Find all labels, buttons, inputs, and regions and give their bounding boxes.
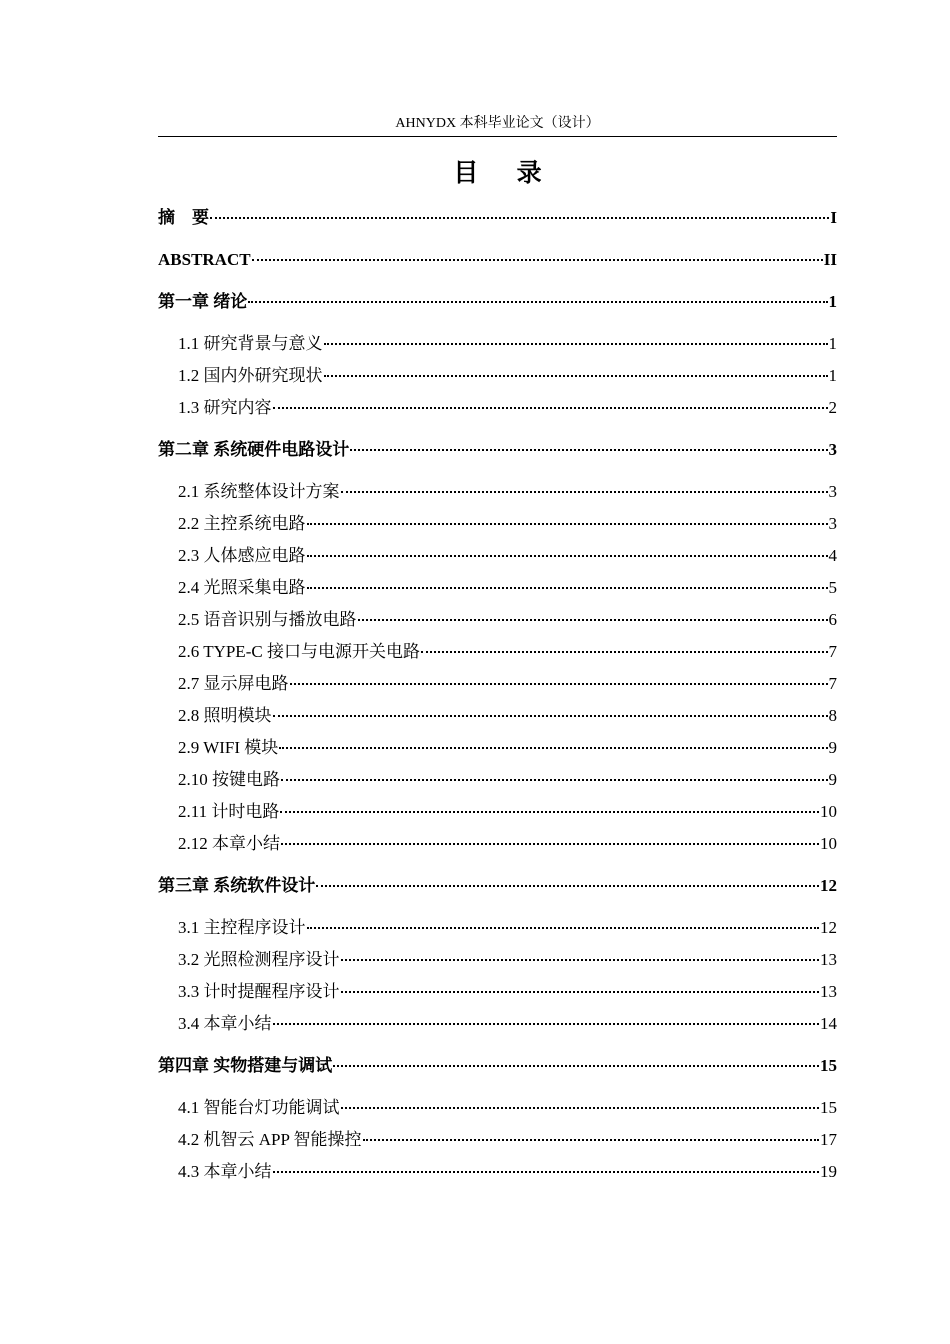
toc-section-entry[interactable] xyxy=(178,364,837,388)
toc-entry-page-number: 1 xyxy=(828,292,837,311)
toc-entry-label: 3.4 本章小结 xyxy=(178,1014,272,1033)
toc-entry-page-number: 10 xyxy=(820,802,837,821)
toc-entry-label: 1.1 研究背景与意义 xyxy=(178,334,323,353)
toc-entry-label: 2.2 主控系统电路 xyxy=(178,514,306,533)
toc-entry-label: 2.11 计时电路 xyxy=(178,802,280,821)
toc-entry-label: 3.2 光照检测程序设计 xyxy=(178,950,340,969)
toc-entry-page-number: II xyxy=(823,250,837,269)
dot-leader xyxy=(273,407,828,409)
toc-section-entry[interactable] xyxy=(178,512,837,536)
toc-entry-label: 第一章 绪论 xyxy=(158,292,248,311)
toc-entry-page-number: 19 xyxy=(820,1162,837,1181)
dot-leader xyxy=(273,1171,820,1173)
toc-section-entry[interactable] xyxy=(178,704,837,728)
toc-section-entry[interactable] xyxy=(178,800,837,824)
toc-entry-label: 2.4 光照采集电路 xyxy=(178,578,306,597)
toc-entry-label: 2.8 照明模块 xyxy=(178,706,272,725)
toc-chapter-entry[interactable] xyxy=(158,248,837,272)
dot-leader xyxy=(316,885,819,887)
toc-entry-label: 2.5 语音识别与播放电路 xyxy=(178,610,357,629)
toc-section-entry[interactable] xyxy=(178,576,837,600)
page-title: 目 录 xyxy=(453,160,558,187)
toc-entry-label: 4.3 本章小结 xyxy=(178,1162,272,1181)
toc-section-entry[interactable] xyxy=(178,480,837,504)
toc-entry-page-number: 3 xyxy=(828,514,837,533)
toc-section-entry[interactable] xyxy=(178,1012,837,1036)
toc-entry-page-number: 5 xyxy=(828,578,837,597)
toc-entry-label: 1.3 研究内容 xyxy=(178,398,272,417)
running-header: AHNYDX 本科毕业论文（设计） xyxy=(395,116,600,131)
toc-section-entry[interactable] xyxy=(178,1096,837,1120)
dot-leader xyxy=(307,587,828,589)
dot-leader xyxy=(273,1023,820,1025)
dot-leader xyxy=(350,449,827,451)
toc-section-entry[interactable] xyxy=(178,980,837,1004)
toc-entry-page-number: 4 xyxy=(828,546,837,565)
dot-leader xyxy=(324,343,828,345)
toc-entry-label: 3.3 计时提醒程序设计 xyxy=(178,982,340,1001)
toc-entry-page-number: 3 xyxy=(828,440,837,459)
toc-entry-page-number: 13 xyxy=(820,950,837,969)
toc-entry-label: 4.2 机智云 APP 智能操控 xyxy=(178,1130,362,1149)
toc-entry-label: 第四章 实物搭建与调试 xyxy=(158,1056,333,1075)
dot-leader xyxy=(252,259,823,261)
toc-entry-label: 摘 要 xyxy=(158,208,209,227)
dot-leader xyxy=(363,1139,819,1141)
header-rule xyxy=(158,136,837,137)
toc-entry-page-number: 7 xyxy=(828,674,837,693)
toc-entry-page-number: 14 xyxy=(820,1014,837,1033)
dot-leader xyxy=(341,491,828,493)
dot-leader xyxy=(341,959,820,961)
toc-section-entry[interactable] xyxy=(178,1160,837,1184)
toc-entry-page-number: 9 xyxy=(828,738,837,757)
toc-entry-label: 3.1 主控程序设计 xyxy=(178,918,306,937)
toc-entry-label: 2.9 WIFI 模块 xyxy=(178,738,279,757)
toc-entry-label: 4.1 智能台灯功能调试 xyxy=(178,1098,340,1117)
toc-entry-page-number: 15 xyxy=(820,1098,837,1117)
dot-leader xyxy=(281,779,828,781)
dot-leader xyxy=(279,747,827,749)
dot-leader xyxy=(248,301,827,303)
toc-entry-page-number: 7 xyxy=(828,642,837,661)
toc-entry-label: 2.10 按键电路 xyxy=(178,770,280,789)
toc-entry-page-number: 1 xyxy=(828,366,837,385)
toc-section-entry[interactable] xyxy=(178,332,837,356)
dot-leader xyxy=(341,991,820,993)
toc-entry-label: 2.7 显示屏电路 xyxy=(178,674,289,693)
dot-leader xyxy=(421,651,828,653)
toc-entry-page-number: 12 xyxy=(820,876,837,895)
toc-section-entry[interactable] xyxy=(178,736,837,760)
toc-chapter-entry[interactable] xyxy=(158,874,837,898)
toc-section-entry[interactable] xyxy=(178,396,837,420)
dot-leader xyxy=(341,1107,820,1109)
toc-section-entry[interactable] xyxy=(178,832,837,856)
toc-entry-page-number: 8 xyxy=(828,706,837,725)
dot-leader xyxy=(307,523,828,525)
toc-entry-page-number: 2 xyxy=(828,398,837,417)
toc-entry-label: 第二章 系统硬件电路设计 xyxy=(158,440,350,459)
dot-leader xyxy=(324,375,828,377)
dot-leader xyxy=(281,843,819,845)
toc-section-entry[interactable] xyxy=(178,916,837,940)
dot-leader xyxy=(210,217,829,219)
toc-chapter-entry[interactable] xyxy=(158,206,837,230)
toc-entry-page-number: 6 xyxy=(828,610,837,629)
dot-leader xyxy=(290,683,828,685)
dot-leader xyxy=(280,811,819,813)
toc-entry-label: 2.12 本章小结 xyxy=(178,834,280,853)
dot-leader xyxy=(307,555,828,557)
toc-entry-page-number: 15 xyxy=(820,1056,837,1075)
toc-section-entry[interactable] xyxy=(178,640,837,664)
toc-chapter-entry[interactable] xyxy=(158,438,837,462)
toc-entry-label: ABSTRACT xyxy=(158,250,251,269)
toc-entry-label: 第三章 系统软件设计 xyxy=(158,876,316,895)
toc-entry-label: 2.6 TYPE-C 接口与电源开关电路 xyxy=(178,642,420,661)
toc-entry-page-number: 13 xyxy=(820,982,837,1001)
toc-entry-page-number: 10 xyxy=(820,834,837,853)
toc-section-entry[interactable] xyxy=(178,544,837,568)
toc-entry-page-number: 1 xyxy=(828,334,837,353)
toc-entry-page-number: I xyxy=(830,208,837,227)
toc-section-entry[interactable] xyxy=(178,672,837,696)
toc-section-entry[interactable] xyxy=(178,608,837,632)
toc-entry-page-number: 17 xyxy=(820,1130,837,1149)
toc-entry-label: 2.3 人体感应电路 xyxy=(178,546,306,565)
toc-entry-page-number: 3 xyxy=(828,482,837,501)
dot-leader xyxy=(307,927,820,929)
dot-leader xyxy=(273,715,828,717)
toc-chapter-entry[interactable] xyxy=(158,1054,837,1078)
toc-entry-page-number: 9 xyxy=(828,770,837,789)
toc-chapter-entry[interactable] xyxy=(158,290,837,314)
toc-section-entry[interactable] xyxy=(178,1128,837,1152)
toc-entry-page-number: 12 xyxy=(820,918,837,937)
toc-section-entry[interactable] xyxy=(178,948,837,972)
dot-leader xyxy=(358,619,828,621)
dot-leader xyxy=(333,1065,819,1067)
toc-entry-label: 1.2 国内外研究现状 xyxy=(178,366,323,385)
toc-entry-label: 2.1 系统整体设计方案 xyxy=(178,482,340,501)
toc-section-entry[interactable] xyxy=(178,768,837,792)
